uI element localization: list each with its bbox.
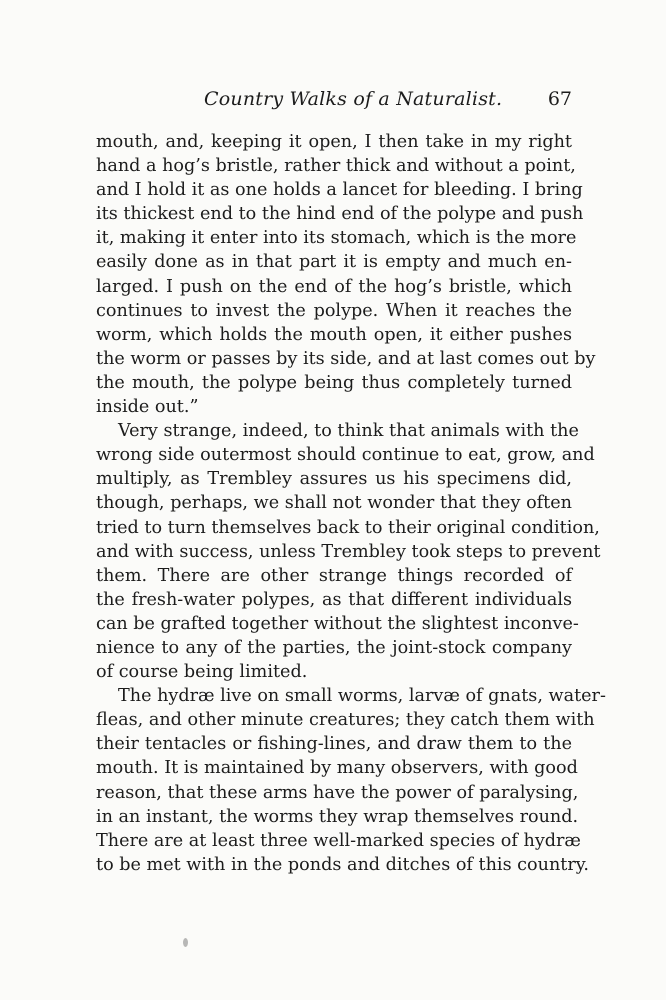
- text-line: it, making it enter into its stomach, which is the more: [96, 228, 577, 249]
- text-line: the worm or passes by its side, and at last comes out by: [96, 348, 596, 369]
- text-line: wrong side outermost should continue to eat, grow, and: [96, 445, 595, 466]
- text-line: There are at least three well-marked species of hydræ: [96, 830, 581, 851]
- text-line: mouth. It is maintained by many observers, with good: [96, 758, 578, 779]
- text-line: though, perhaps, we shall not wonder that they often: [96, 493, 572, 514]
- text-line: of course being limited.: [96, 662, 308, 683]
- text-line: the fresh-water polypes, as that different individuals: [96, 589, 572, 610]
- text-line: them. There are other strange things recorded of: [96, 565, 572, 586]
- text-line: larged. I push on the end of the hog’s bristle, which: [96, 276, 572, 297]
- text-line: Very strange, indeed, to think that animals with the: [118, 421, 579, 442]
- text-line: in an instant, the worms they wrap themselves round.: [96, 806, 579, 827]
- text-line: inside out.”: [96, 397, 199, 418]
- text-line: fleas, and other minute creatures; they catch them with: [96, 710, 595, 731]
- text-line: the mouth, the polype being thus completely turned: [96, 372, 572, 393]
- page-number: 67: [547, 88, 572, 110]
- running-title: Country Walks of a Naturalist.: [204, 88, 503, 110]
- text-line: its thickest end to the hind end of the polype and push: [96, 204, 584, 225]
- body-text: [96, 130, 606, 877]
- text-line: reason, that these arms have the power of paralysing,: [96, 782, 579, 803]
- text-line: can be grafted together without the slightest inconve-: [96, 613, 579, 634]
- text-line: easily done as in that part it is empty and much en-: [96, 252, 572, 273]
- text-line: to be met with in the ponds and ditches of this country.: [96, 854, 589, 875]
- text-line: worm, which holds the mouth open, it either pushes: [96, 324, 572, 345]
- text-line: their tentacles or fishing-lines, and draw them to the: [96, 734, 572, 755]
- text-line: and I hold it as one holds a lancet for bleeding. I bring: [96, 180, 583, 201]
- text-line: multiply, as Trembley assures us his specimens did,: [96, 469, 572, 490]
- text-line: hand a hog’s bristle, rather thick and without a point,: [96, 156, 576, 177]
- text-line: continues to invest the polype. When it reaches the: [96, 300, 572, 321]
- running-head: [96, 88, 572, 118]
- text-line: nience to any of the parties, the joint-stock company: [96, 637, 572, 658]
- text-line: and with success, unless Trembley took steps to prevent: [96, 541, 601, 562]
- text-line: tried to turn themselves back to their original condition,: [96, 517, 600, 538]
- ink-speck: [183, 938, 188, 947]
- text-line: The hydræ live on small worms, larvæ of gnats, water-: [118, 686, 606, 707]
- text-line: mouth, and, keeping it open, I then take in my right: [96, 132, 572, 152]
